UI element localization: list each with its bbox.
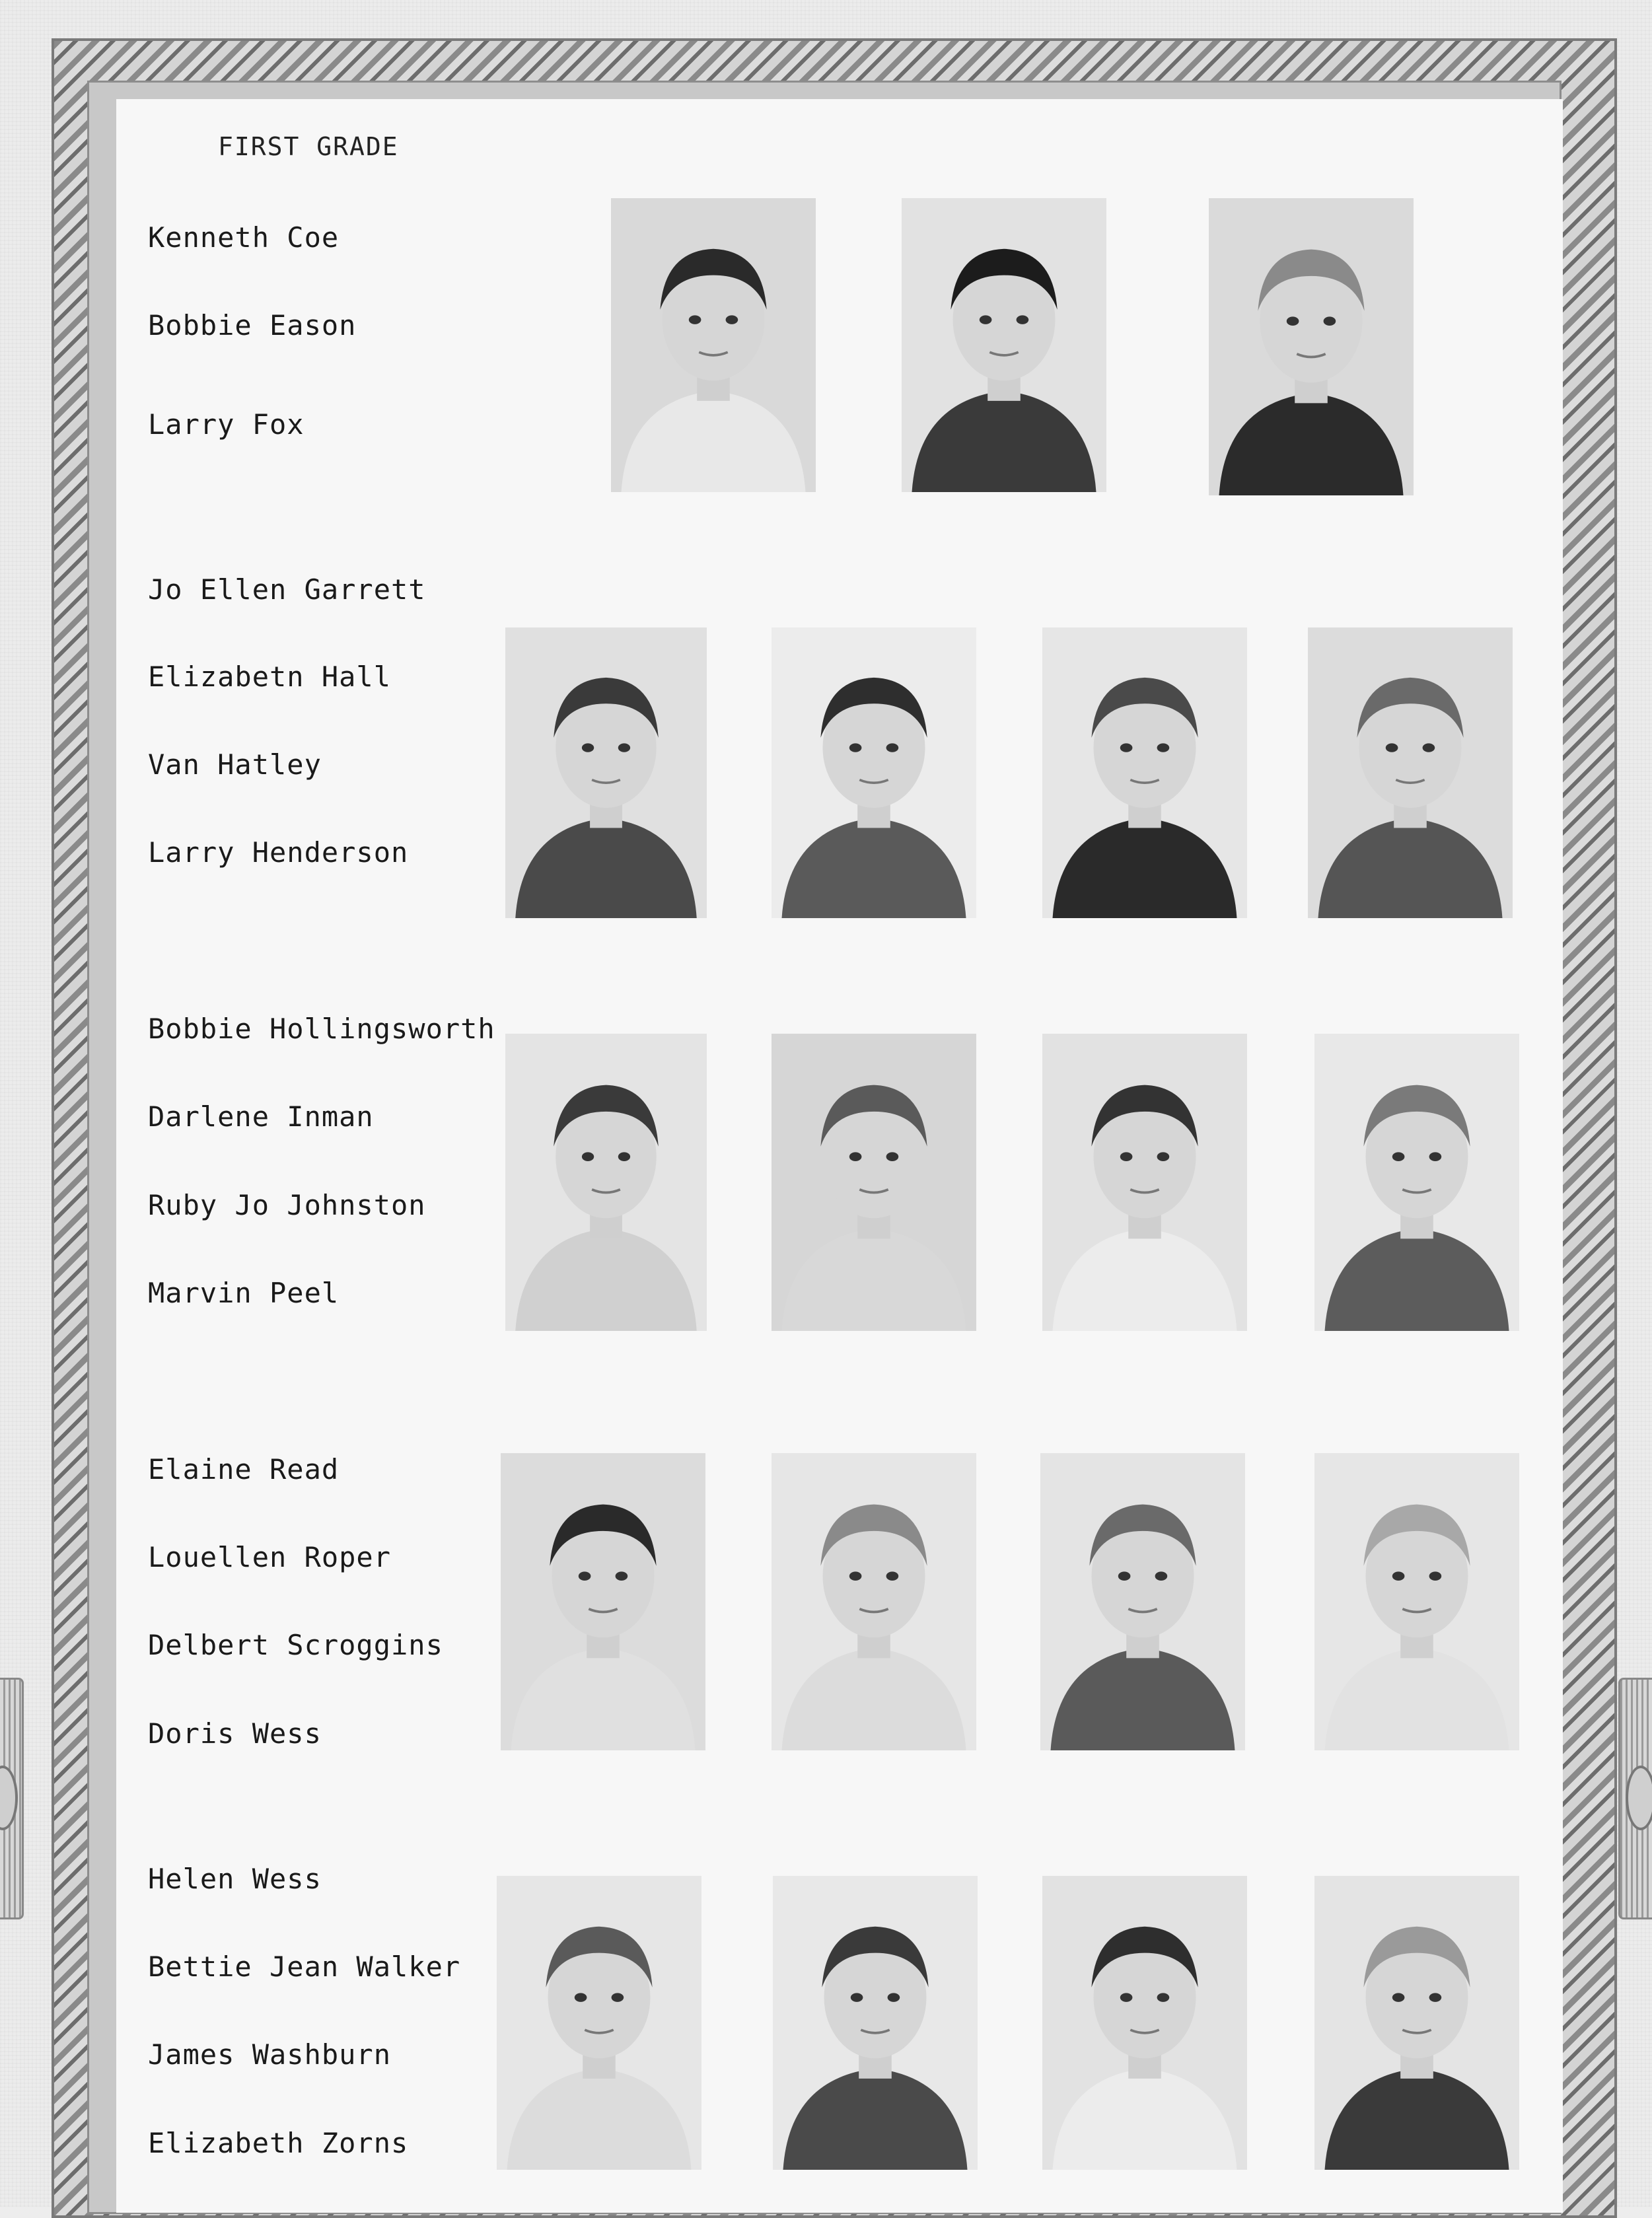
student-name: Helen Wess [148, 1863, 322, 1895]
portrait-silhouette [1042, 1034, 1247, 1331]
student-photo [1042, 1876, 1247, 2170]
student-photo [773, 1876, 978, 2170]
student-name: Jo Ellen Garrett [148, 573, 426, 606]
student-photo [772, 1453, 976, 1750]
student-name: Bettie Jean Walker [148, 1950, 461, 1983]
student-photo [772, 627, 976, 918]
portrait-silhouette [902, 198, 1106, 492]
student-photo [1314, 1034, 1519, 1331]
portrait-silhouette [773, 1876, 978, 2170]
student-photo [1042, 1034, 1247, 1331]
left-ornament [0, 1678, 24, 1919]
student-name: Larry Henderson [148, 836, 409, 869]
student-photo [505, 1034, 707, 1331]
portrait-silhouette [772, 1453, 976, 1750]
student-photo [1314, 1453, 1519, 1750]
portrait-silhouette [1042, 1876, 1247, 2170]
student-name: Van Hatley [148, 748, 322, 781]
portrait-silhouette [772, 627, 976, 918]
student-name: Darlene Inman [148, 1100, 374, 1133]
student-name: Bobbie Eason [148, 309, 357, 341]
student-photo [501, 1453, 705, 1750]
student-name: Elaine Read [148, 1453, 340, 1485]
grade-title: FIRST GRADE [218, 132, 399, 161]
portrait-silhouette [611, 198, 816, 492]
student-photo [1209, 198, 1414, 495]
student-photo [772, 1034, 976, 1331]
student-name: Doris Wess [148, 1717, 322, 1750]
student-name: Louellen Roper [148, 1541, 392, 1573]
portrait-silhouette [1314, 1034, 1519, 1331]
student-photo [1308, 627, 1513, 918]
student-photo [1040, 1453, 1245, 1750]
student-photo [611, 198, 816, 492]
student-name: Larry Fox [148, 408, 305, 441]
portrait-silhouette [505, 1034, 707, 1331]
student-photo [902, 198, 1106, 492]
portrait-silhouette [497, 1876, 701, 2170]
portrait-silhouette [1042, 627, 1247, 918]
right-ornament [1618, 1678, 1652, 1919]
student-photo [497, 1876, 701, 2170]
student-name: Ruby Jo Johnston [148, 1189, 426, 1221]
student-name: Delbert Scroggins [148, 1629, 443, 1661]
student-name: Bobbie Hollingsworth [148, 1013, 495, 1045]
student-photo [1042, 627, 1247, 918]
student-name: James Washburn [148, 2038, 392, 2071]
student-photo [505, 627, 707, 918]
portrait-silhouette [501, 1453, 705, 1750]
portrait-silhouette [505, 627, 707, 918]
student-name: Elizabetn Hall [148, 661, 392, 693]
portrait-silhouette [1040, 1453, 1245, 1750]
portrait-silhouette [1308, 627, 1513, 918]
portrait-silhouette [1314, 1876, 1519, 2170]
student-photo [1314, 1876, 1519, 2170]
student-name: Elizabeth Zorns [148, 2127, 409, 2159]
portrait-silhouette [1209, 198, 1414, 495]
portrait-silhouette [772, 1034, 976, 1331]
student-name: Kenneth Coe [148, 221, 340, 254]
portrait-silhouette [1314, 1453, 1519, 1750]
student-name: Marvin Peel [148, 1277, 340, 1309]
